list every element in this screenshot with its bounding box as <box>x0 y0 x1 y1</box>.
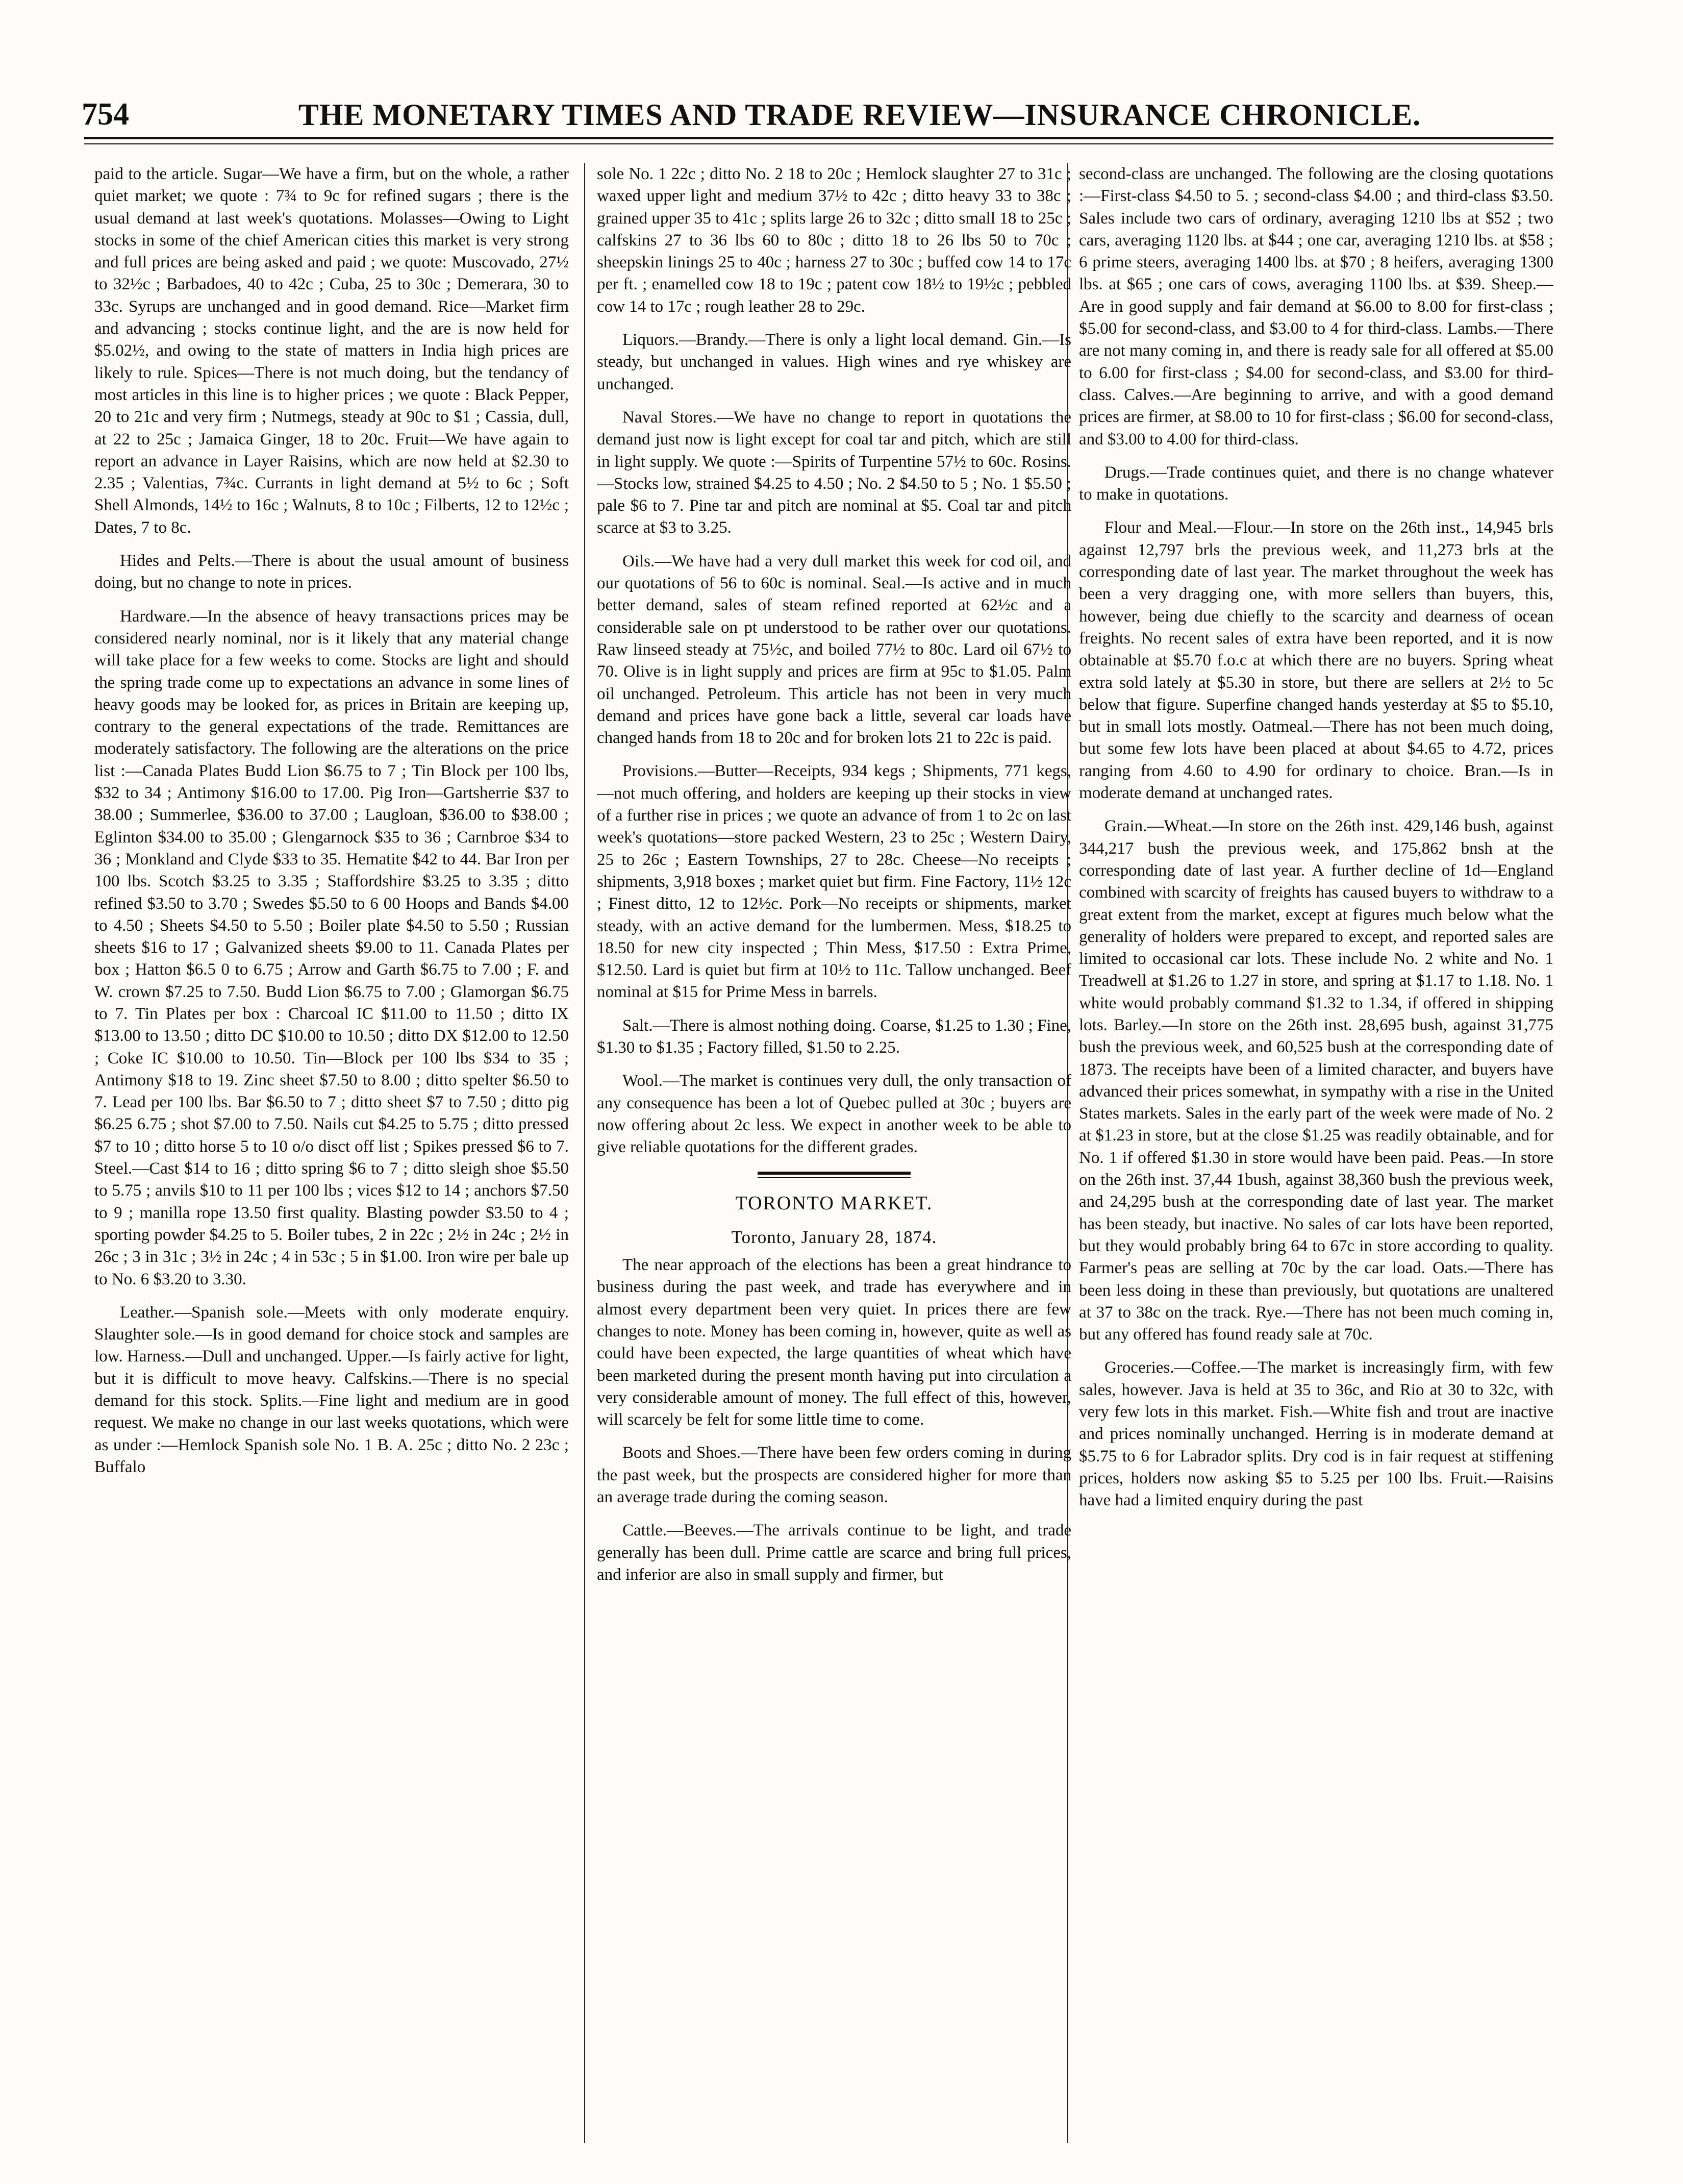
paragraph-grain: Grain.—Wheat.—In store on the 26th inst. 429,146 bush, against 344,217 bush the previous week, and 175,862 bnsh at the corresponding date of last year. A further decline of 1d—England combined with scarcity of freights has caused buyers to withdraw to a great extent from the market, except at figures much below what the generality of holders were prepared to except, and reported sales are limited to occasional car lots. These include No. 2 white and No. 1 Treadwell at $1.26 to 1.27 in store, and spring at $1.17 to 1.18. No. 1 white would probably command $1.32 to 1.34, if offered in shipping lots. Barley.—In store on the 26th inst. 28,695 bush, against 31,775 bush the previous week, and 60,525 bush at the corresponding date of 1873. The receipts have been of a limited character, and buyers have advanced their prices somewhat, in sympathy with a rise in the United States markets. Sales in the early part of the week were made of No. 2 at $1.23 in store, but at the close $1.25 was readily obtainable, and for No. 1 if offered $1.30 in store would have been paid. Peas.—In store on the 26th inst. 37,44 1bush, against 38,360 bush the previous week, and 24,295 bush at the corresponding date of last year. The market has been steady, but inactive. No sales of car lots have been reported, but they would probably bring 64 to 67c in store according to quality. Farmer's peas are selling at 70c by the car load. Oats.—There has been less doing in these than previously, but quotations are unaltered at 37 to 38c on the track. Rye.—There has not been much coming in, but any offered has found ready sale at 70c. <box>1079 817 1553 1344</box>
paragraph-wool: Wool.—The market is continues very dull, the only transaction of any consequence has been a lot of Quebec pulled at 30c ; buyers are now offering about 2c less. We expect in another week to be able to give reliable quotations for the different grades. <box>597 1072 1071 1157</box>
page-number: 754 <box>82 97 129 132</box>
column-3 <box>1079 163 1553 2143</box>
paragraph-flour-and-meal: Flour and Meal.—Flour.—In store on the 26th inst., 14,945 brls against 12,797 brls the previous week, and 11,273 brls at the corresponding date of last year. The market throughout the week has been a very dragging one, with more sellers than buyers, this, however, being due chiefly to the scarcity and dearness of ocean freights. No recent sales of extra have been reported, and it is now obtainable at $5.70 f.o.c at which there are no buyers. Spring wheat extra sold lately at $5.30 in store, but there are sellers at 2½ to 5c below that figure. Superfine changed hands yesterday at $5 to $5.10, but in small lots mostly. Oatmeal.—There has not been much doing, but some few lots have been placed at about $4.65 to 4.72, prices ranging from 4.60 to 4.90 for ordinary to choice. Bran.—Is in moderate demand at unchanged rates. <box>1079 518 1553 803</box>
column-1 <box>94 163 569 2143</box>
column-divider-1 <box>584 163 585 2143</box>
running-title: THE MONETARY TIMES AND TRADE REVIEW—INSURANCE CHRONICLE. <box>298 98 1421 132</box>
header-rule-thin <box>84 143 1553 144</box>
section-separator-rule <box>758 1172 911 1178</box>
page-header <box>82 77 1561 133</box>
paragraph-provisions: Provisions.—Butter—Receipts, 934 kegs ; Shipments, 771 kegs,—not much offering, and holders are keeping up their stocks in view of a further rise in prices ; we quote an advance of from 1 to 2c on last week's quotations—store packed Western, 23 to 25c ; Western Dairy, 25 to 26c ; Eastern Townships, 27 to 28c. Cheese—No receipts ; shipments, 3,918 boxes ; market quiet but firm. Fine Factory, 11½ 12c ; Finest ditto, 12 to 12½c. Pork—No receipts or shipments, market steady, with an active demand for the lumbermen. Mess, $18.25 to 18.50 for new city inspected ; Thin Mess, $17.50 : Extra Prime, $12.50. Lard is quiet but firm at 10½ to 11c. Tallow unchanged. Beef nominal at $15 for Prime Mess in barrels. <box>597 762 1071 1002</box>
paragraph-leather-continued: sole No. 1 22c ; ditto No. 2 18 to 20c ; Hemlock slaughter 27 to 31c ; waxed upper light and medium 37½ to 42c ; ditto heavy 33 to 38c ; grained upper 35 to 41c ; splits large 26 to 32c ; ditto small 18 to 25c ; calfskins 27 to 36 lbs 60 to 80c ; ditto 18 to 26 lbs 50 to 70c ; sheepskin linings 25 to 40c ; harness 27 to 30c ; buffed cow 14 to 17c per ft. ; enamelled cow 18 to 19c ; patent cow 18½ to 19½c ; pebbled cow 14 to 17c ; rough leather 28 to 29c. <box>597 165 1071 316</box>
dateline: Toronto, January 28, 1874. <box>731 1227 937 1247</box>
paragraph-toronto-intro: The near approach of the elections has been a great hindrance to business during the past week, and trade has everywhere and in almost every department been very quiet. In prices there are few changes to note. Money has been coming in, however, quite as well as could have been expected, the large quantities of wheat which have been marketed during the present month having put into circulation a very considerable amount of money. The full effect of this, however, will scarcely be felt for some little time to come. <box>597 1256 1071 1429</box>
paragraph-cattle: Cattle.—Beeves.—The arrivals continue to be light, and trade generally has been dull. Prime cattle are scarce and bring full prices, and inferior are also in small supply and firmer, but <box>597 1521 1071 1584</box>
header-rule-thick <box>84 137 1553 139</box>
paragraph-naval-stores: Naval Stores.—We have no change to report in quotations the demand just now is light except for coal tar and pitch, which are still in light supply. We quote :—Spirits of Turpentine 57½ to 60c. Rosins.—Stocks low, strained $4.25 to 4.50 ; No. 2 $4.50 to 5 ; No. 1 $5.50 ; pale $6 to 7. Pine tar and pitch are nominal at $5. Coal tar and pitch scarce at $3 to 3.25. <box>597 408 1071 537</box>
column-2 <box>597 163 1071 2143</box>
paragraph-cattle-continued: second-class are unchanged. The following are the closing quotations :—First-class $4.50 to 5. ; second-class $4.00 ; and third-class $3.50. Sales include two cars of ordinary, averaging 1210 lbs at $52 ; two cars, averaging 1120 lbs. at $44 ; one car, averaging 1210 lbs. at $58 ; 6 prime steers, averaging 1400 lbs. at $70 ; 8 heifers, averaging 1300 lbs. at $65 ; one cars of cows, averaging 1100 lbs. at $39. Sheep.—Are in good supply and fair demand at $6.00 to 8.00 for first-class ; $5.00 for second-class, and $3.00 to 4 for third-class. Lambs.—There are not many coming in, and there is ready sale for all offered at $5.00 to 6.00 for first-class ; $4.00 for second-class, and $3.00 for third-class. Calves.—Are beginning to arrive, and with a good demand prices are firmer, at $8.00 to 10 for first-class ; $6.00 for second-class, and $3.00 to 4.00 for third-class. <box>1079 165 1553 449</box>
paragraph-leather: Leather.—Spanish sole.—Meets with only moderate enquiry. Slaughter sole.—Is in good demand for choice stock and samples are low. Harness.—Dull and unchanged. Upper.—Is fairly active for light, but it is difficult to move heavy. Calfskins.—There is no special demand for this stock. Splits.—Fine light and medium are in good request. We make no change in our last weeks quotations, which were as under :—Hemlock Spanish sole No. 1 B. A. 25c ; ditto No. 2 23c ; Buffalo <box>94 1303 569 1476</box>
paragraph-liquors: Liquors.—Brandy.—There is only a light local demand. Gin.—Is steady, but unchanged in values. High wines and rye whiskey are unchanged. <box>597 331 1071 393</box>
section-title-toronto-market: TORONTO MARKET. <box>735 1193 933 1214</box>
paragraph-drugs: Drugs.—Trade continues quiet, and there is no change whatever to make in quotations. <box>1079 463 1553 504</box>
paragraph-groceries-continued: paid to the article. Sugar—We have a firm, but on the whole, a rather quiet market; we quote : 7¾ to 9c for refined sugars ; there is the usual demand at last week's quotations. Molasses—Owing to Light stocks in some of the chief American cities this market is very strong and full prices are being asked and paid ; we quote: Muscovado, 27½ to 32½c ; Barbadoes, 40 to 42c ; Cuba, 25 to 30c ; Demerara, 30 to 33c. Syrups are unchanged and in good demand. Rice—Market firm and advancing ; stocks continue light, and the are is now held for $5.02½, and owing to the state of matters in India high prices are likely to rule. Spices—There is not much doing, but the tendancy of most articles in this line is to higher prices ; we quote : Black Pepper, 20 to 21c and very firm ; Nutmegs, steady at 90c to $1 ; Cassia, dull, at 22 to 25c ; Jamaica Ginger, 18 to 20c. Fruit—We have again to report an advance in Layer Raisins, which are now held at $2.30 to 2.35 ; Valentias, 7¾c. Currants in light demand at 5½ to 6c ; Soft Shell Almonds, 14½ to 16c ; Walnuts, 8 to 10c ; Filberts, 12 to 12½c ; Dates, 7 to 8c. <box>94 165 569 537</box>
paragraph-groceries: Groceries.—Coffee.—The market is increasingly firm, with few sales, however. Java is held at 35 to 36c, and Rio at 30 to 32c, with very few lots in this market. Fish.—White fish and trout are inactive and prices nominally unchanged. Herring is in moderate demand at $5.75 to 6 for Labrador splits. Dry cod is in fair request at stiffening prices, holders now asking $5 to 5.25 per 100 lbs. Fruit.—Raisins have had a limited enquiry during the past <box>1079 1358 1553 1510</box>
paragraph-hides-and-pelts: Hides and Pelts.—There is about the usual amount of business doing, but no change to note in prices. <box>94 552 569 592</box>
paragraph-hardware: Hardware.—In the absence of heavy transactions prices may be considered nearly nominal, nor is it likely that any material change will take place for a few weeks to come. Stocks are light and should the spring trade come up to expectations an advance in some lines of heavy goods may be looked for, as prices in Britain are keeping up, contrary to the general expectations of the trade. Remittances are moderately satisfactory. The following are the alterations on the price list :—Canada Plates Budd Lion $6.75 to 7 ; Tin Block per 100 lbs, $32 to 34 ; Antimony $16.00 to 17.00. Pig Iron—Gartsherrie $37 to 38.00 ; Summerlee, $36.00 to 37.00 ; Laugloan, $36.00 to $38.00 ; Eglinton $34.00 to 35.00 ; Glengarnock $35 to 36 ; Carnbroe $34 to 36 ; Monkland and Clyde $33 to 35. Hematite $42 to 44. Bar Iron per 100 lbs. Scotch $3.25 to 3.35 ; Staffordshire $3.25 to 3.35 ; ditto refined $3.50 to 3.70 ; Swedes $5.50 to 6 00 Hoops and Bands $4.00 to 4.50 ; Sheets $4.50 to 5.50 ; Boiler plate $4.50 to 5.50 ; Russian sheets $16 to 17 ; Galvanized sheets $9.00 to 11. Canada Plates per box ; Hatton $6.5 0 to 6.75 ; Arrow and Garth $6.75 to 7.00 ; F. and W. crown $7.25 to 7.50. Budd Lion $6.75 to 7.00 ; Glamorgan $6.75 to 7. Tin Plates per box : Charcoal IC $11.00 to 11.50 ; ditto IX $13.00 to 13.50 ; ditto DC $10.00 to 10.50 ; ditto DX $12.00 to 12.50 ; Coke IC $10.00 to 10.50. Tin—Block per 100 lbs $34 to 35 ; Antimony $18 to 19. Zinc sheet $7.50 to 8.00 ; ditto spelter $6.50 to 7. Lead per 100 lbs. Bar $6.50 to 7 ; ditto sheet $7 to 7.50 ; ditto pig $6.25 6.75 ; shot $7.00 to 7.50. Nails cut $4.25 to 5.75 ; ditto pressed $7 to 10 ; ditto horse 5 to 10 o/o disct off list ; Spikes pressed $6 to 7. Steel.—Cast $14 to 16 ; ditto spring $6 to 7 ; ditto sleigh shoe $5.50 to 5.75 ; anvils $10 to 11 per 100 lbs ; vices $12 to 14 ; anchors $7.50 to 9 ; manilla rope 13.50 first quality. Blasting powder $3.50 to 4 ; sporting powder $4.25 to 5. Boiler tubes, 2 in 22c ; 2½ in 24c ; 2½ in 26c ; 3 in 31c ; 3½ in 24c ; 4 in 53c ; 5 in $1.00. Iron wire per bale up to No. 6 $3.20 to 3.30. <box>94 607 569 1288</box>
paragraph-oils: Oils.—We have had a very dull market this week for cod oil, and our quotations of 56 to 60c is nominal. Seal.—Is active and in much better demand, sales of steam refined reported at 62½c and a considerable sale on pt understood to be rather over our quotations. Raw linseed steady at 75½c, and boiled 77½ to 80c. Lard oil 67½ to 70. Olive is in light supply and prices are firm at 95c to $1.05. Palm oil unchanged. Petroleum. This article has not been in very much demand and prices have gone back a little, several car loads have changed hands from 18 to 20c and for broken lots 21 to 22c is paid. <box>597 552 1071 748</box>
paragraph-salt: Salt.—There is almost nothing doing. Coarse, $1.25 to 1.30 ; Fine, $1.30 to $1.35 ; Factory filled, $1.50 to 2.25. <box>597 1016 1071 1057</box>
paragraph-boots-and-shoes: Boots and Shoes.—There have been few orders coming in during the past week, but the prospects are considered higher for more than an average trade during the coming season. <box>597 1444 1071 1507</box>
